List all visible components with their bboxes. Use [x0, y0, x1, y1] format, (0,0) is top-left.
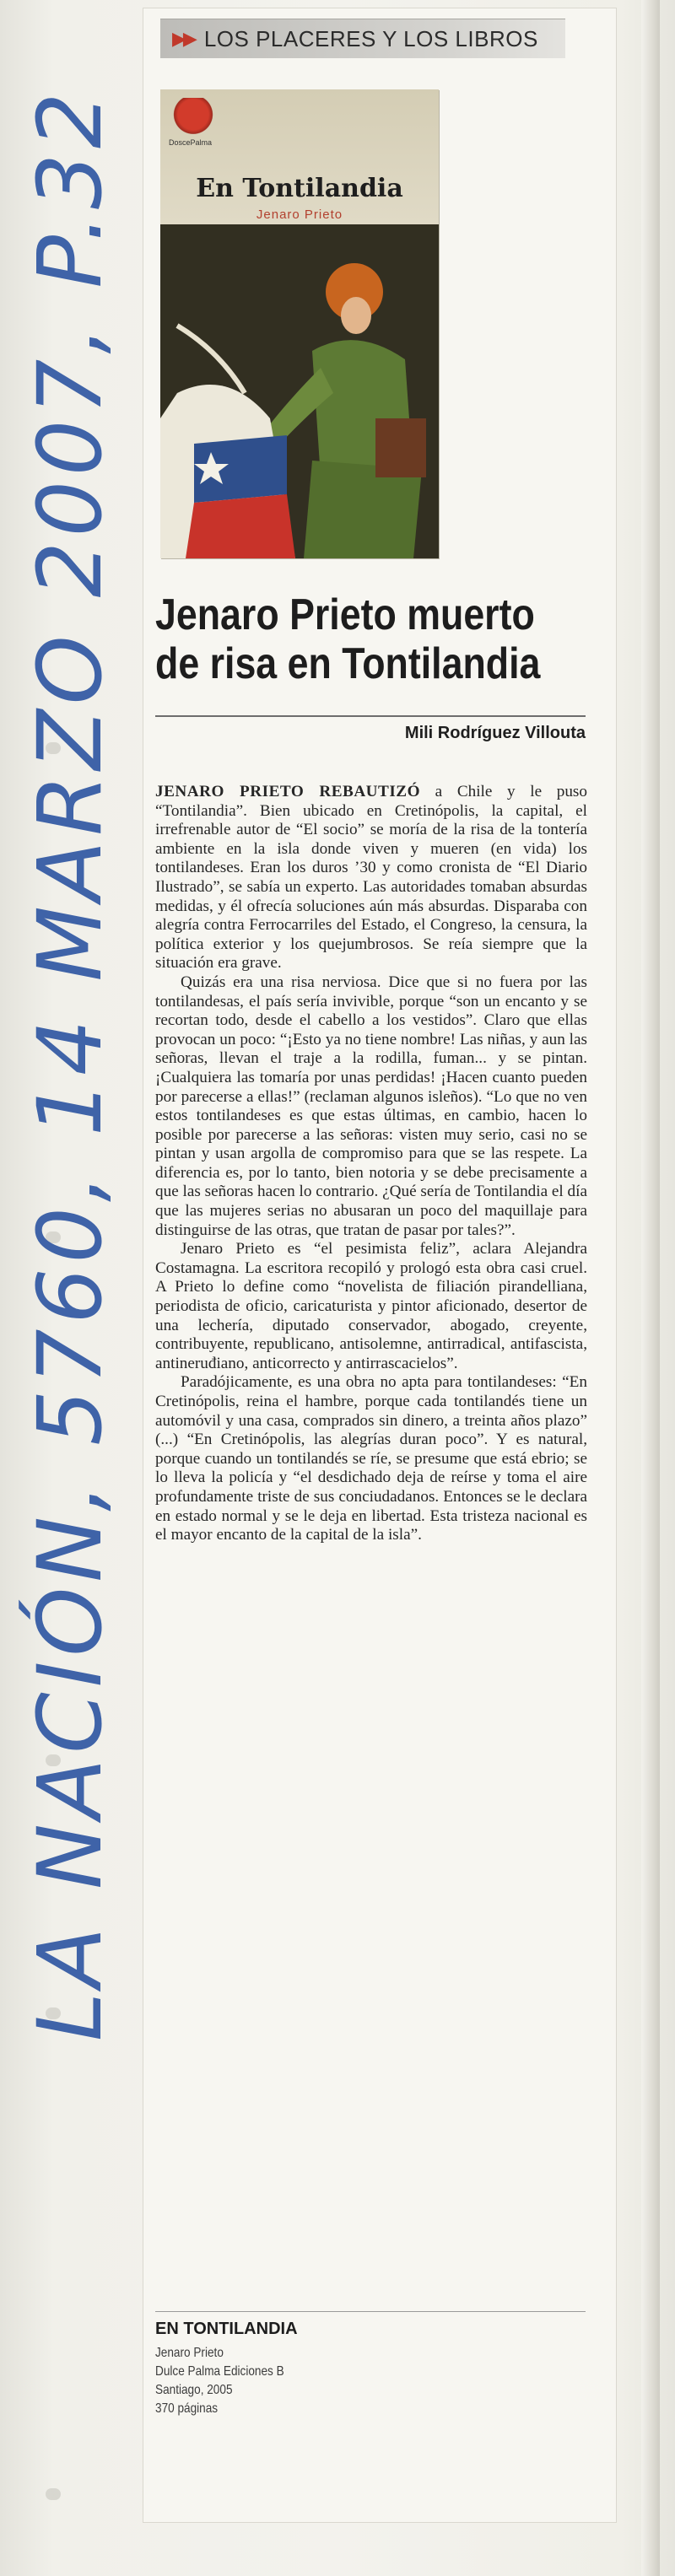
book-cover [160, 89, 439, 558]
punch-mark [46, 2488, 61, 2500]
article-paragraph: Paradójicamente, es una obra no apta para tontilandeses: “En Cretinópolis, reina el hambre, porque cada tontilandés tiene un automóvil y una casa, comprados sin dinero, a treinta años plazo” (...) “En Cretinópolis, las alegrías duran poco”. Y es natural, porque cuando un tontilandés se ríe, se presume que está ebrio; se lo lleva la policía y “el desdichado deja de reírse y toma el aire profundamente triste de sus conciudadanos. Entonces se le declara en estado normal y se le deja en libertad. Esta tristeza nacional es el mayor encanto de la capital de la isla”. [155, 1373, 587, 1544]
newspaper-clipping [143, 8, 616, 2522]
section-label: LOS PLACERES Y LOS LIBROS [203, 25, 538, 51]
headline-rule [155, 715, 586, 717]
book-info-title: EN TONTILANDIA [155, 2320, 298, 2338]
book-info-row: Jenaro Prieto [155, 2346, 224, 2360]
paragraph-text: a Chile y le puso “Tontilandia”. Bien ubicado en Cretinópolis, la capital, el irrefrenable autor de “El socio” se moría de la risa de la tontería ambiente en la isla donde viven y mueren (en vida) los tontilandeses. Eran los duros ’30 y como cronista de “El Diario Ilustrado”, se sabía un experto. Las autoridades tomaban absurdas medidas, y él ofrecía soluciones aún más absurdas. Disparaba con alegría contra Ferrocarriles del Estado, el Congreso, la censura, la política exterior y los quejumbrosos. Se reía siempre que la situación era grave. [155, 783, 587, 973]
book-info-row: Dulce Palma Ediciones B [155, 2364, 284, 2379]
book-info-row: Santiago, 2005 [155, 2383, 233, 2397]
publisher-logo [169, 98, 218, 135]
lead-in: JENARO PRIETO REBAUTIZÓ [155, 783, 421, 800]
article-paragraph: Quizás era una risa nerviosa. Dice que si no fuera por las tontilandesas, el país sería invivible, porque “son un encanto y se recortan todo, desde el cabello a los vestidos”. Claro que ellas provocan un poco: “¡Esto ya no tiene nombre! Las niñas, y aun las señoras, llevan el traje a la rodilla, fuman... y se pintan. ¡Cualquiera las tomaría por unas perdidas! ¡Hacen cuanto pueden por parecerse a ellas!” (reclaman algunos isleños). “Lo que no ven estos tontilandeses es que estas últimas, en cambio, hacen lo posible por parecerse a las señoras: visten muy serio, casi no se pintan y usan argolla de compromiso para que se las respete. La diferencia es, por lo tanto, bien notoria y se debe precisamente a que las señoras hacen lo contrario. ¿Qué sería de Tontilandia el día que las mujeres serias no abusaran un poco del maquillaje para distinguirse de las otras, que tratan de pasar por tales?”. [155, 973, 587, 1239]
article-headline [155, 590, 541, 688]
double-arrow-icon: ▶▶ [172, 28, 194, 50]
book-info-row: 370 páginas [155, 2401, 219, 2416]
byline: Mili Rodríguez Villouta [404, 724, 586, 742]
cover-illustration [160, 224, 439, 558]
section-header [160, 19, 565, 58]
book-info [155, 2320, 493, 2418]
headline-line: Jenaro Prieto muerto [155, 590, 535, 639]
headline-line: de risa en Tontilandia [155, 639, 541, 688]
page-edge [641, 0, 660, 2576]
article-body [155, 783, 587, 1545]
info-rule [155, 2311, 586, 2312]
article-paragraph [155, 783, 587, 973]
handwritten-annotation: LA NACIÓN, 5760, 14 MARZO 2007, P.32 [19, 87, 122, 2041]
article-paragraph: Jenaro Prieto es “el pesimista feliz”, aclara Alejandra Costamagna. La escritora recopiló y prologó esta obra casi cruel. A Prieto lo define como “novelista de filiación pirandelliana, periodista de oficio, caricaturista y pintor aficionado, desertor de una lechería, diputado conservador, abogado, creyente, contribuyente, republicano, antisolemne, antirradical, antifascista, antineruđiano, anticorrecto y antirrascacielos”. [155, 1240, 587, 1372]
publisher-mark: DoscePalma [169, 138, 213, 147]
cover-author: Jenaro Prieto [256, 207, 343, 222]
cover-title: En Tontilandia [196, 174, 403, 203]
